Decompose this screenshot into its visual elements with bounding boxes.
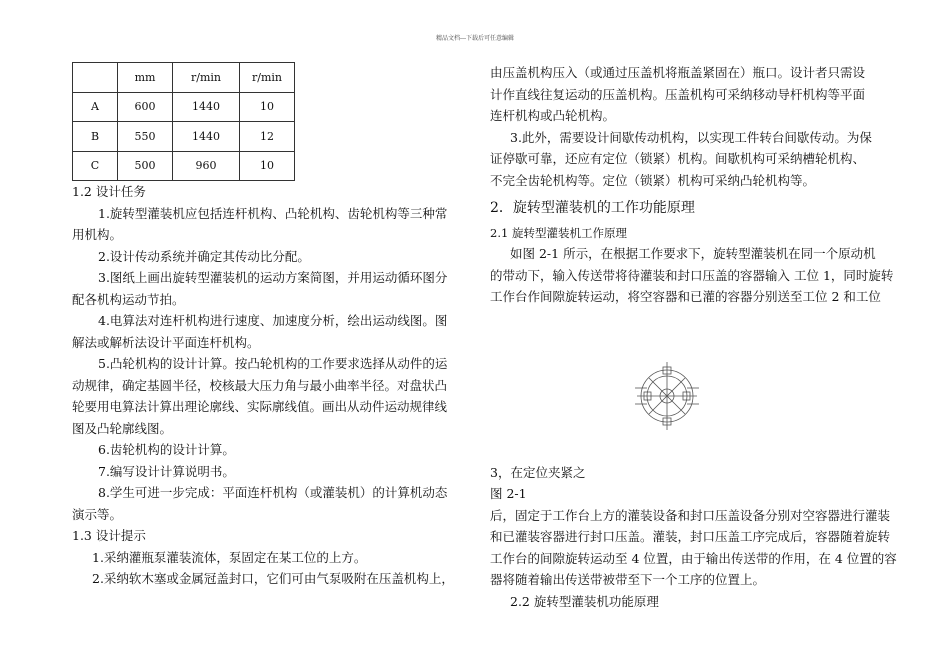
table-cell: 600	[118, 92, 173, 122]
paragraph-line: 如图 2-1 所示，在根据工作要求下，旋转型灌装机在同一个原动机	[510, 246, 876, 261]
section-heading-2-1: 2.1 旋转型灌装机工作原理	[490, 226, 627, 240]
task-item-5: 5.凸轮机构的设计计算。按凸轮机构的工作要求选择从动件的运	[98, 356, 448, 371]
task-item-5-cont: 轮要用电算法计算出理论廓线、实际廓线值。画出从动件运动规律线	[72, 399, 448, 414]
section-heading-1-2: 1.2 设计任务	[72, 184, 146, 199]
table-cell: C	[73, 151, 118, 181]
parameter-table	[72, 62, 295, 181]
task-item-5-cont: 图及凸轮廓线图。	[72, 420, 173, 436]
table-cell: mm	[118, 63, 173, 93]
table-cell: 1440	[173, 122, 240, 152]
table-cell: 10	[240, 92, 295, 122]
rotary-table-diagram	[635, 358, 699, 438]
task-item-7: 7.编写设计计算说明书。	[98, 463, 235, 479]
paragraph-line: 的带动下，输入传送带将待灌装和封口压盖的容器输入 工位 1，同时旋转	[490, 267, 894, 283]
task-item-8: 8.学生可进一步完成：平面连杆机构（或灌装机）的计算机动态	[98, 485, 448, 500]
table-cell: A	[73, 92, 118, 122]
left-column	[72, 62, 470, 590]
table-cell	[73, 63, 118, 93]
paragraph-line: 计作直线往复运动的压盖机构。压盖机构可采纳移动导杆机构等平面	[490, 86, 866, 102]
table-cell: B	[73, 122, 118, 152]
paragraph-line: 工作台的间隙旋转运动至 4 位置，由于输出传送带的作用，在 4 位置的容	[490, 550, 897, 566]
paragraph-line: 证停歇可靠，还应有定位（锁紧）机构。间歇机构可采纳槽轮机构、	[490, 151, 866, 166]
table-cell: 12	[240, 122, 295, 152]
hint-item-1: 1.采纳灌瓶泵灌装流体，泵固定在某工位的上方。	[92, 549, 367, 565]
section-heading-2-2: 2.2 旋转型灌装机功能原理	[510, 593, 659, 609]
task-item-8-cont: 演示等。	[72, 506, 123, 522]
paragraph-line: 和已灌装容器进行封口压盖。灌装，封口压盖工序完成后，容器随着旋转	[490, 529, 891, 544]
task-item-6: 6.齿轮机构的设计计算。	[98, 442, 235, 457]
table-row	[73, 151, 295, 181]
page-header: 精品文档---下载后可任意编辑	[435, 35, 515, 42]
task-item-2: 2.设计传动系统并确定其传动比分配。	[98, 248, 310, 264]
table-header-row	[73, 63, 295, 93]
table-row	[73, 122, 295, 152]
table-cell: 960	[173, 151, 240, 181]
task-item-1: 1.旋转型灌装机应包括连杆机构、凸轮机构、齿轮机构等三种常	[98, 205, 448, 221]
figure-caption: 图 2-1	[490, 486, 527, 501]
paragraph-line: 器将随着输出传送带被带至下一个工序的位置上。	[490, 572, 766, 587]
task-item-1-cont: 用机构。	[72, 227, 123, 242]
task-item-4-cont: 解法或解析法设计平面连杆机构。	[72, 334, 260, 350]
task-item-3: 3.图纸上画出旋转型灌装机的运动方案简图，并用运动循环图分	[98, 270, 448, 285]
table-cell: 500	[118, 151, 173, 181]
section-heading-2: 2．旋转型灌装机的工作功能原理	[490, 200, 695, 216]
paragraph-line: 工作台作间隙旋转运动，将空容器和已灌的容器分别送至工位 2 和工位	[490, 289, 881, 304]
table-cell: r/min	[240, 63, 295, 93]
table-row	[73, 92, 295, 122]
task-item-4: 4.电算法对连杆机构进行速度、加速度分析，绘出运动线图。图	[98, 313, 448, 328]
task-item-3-cont: 配各机构运动节拍。	[72, 291, 185, 307]
paragraph-line: 由压盖机构压入（或通过压盖机将瓶盖紧固在）瓶口。设计者只需设	[490, 65, 866, 80]
table-cell: 550	[118, 122, 173, 152]
hint-item-3: 3.此外，需要设计间歇传动机构，以实现工件转台间歇传动。为保	[510, 129, 872, 145]
section-heading-1-3: 1.3 设计提示	[72, 528, 146, 543]
figure-2-1	[490, 352, 884, 462]
paragraph-line: 不完全齿轮机构等。定位（锁紧）机构可采纳凸轮机构等。	[490, 172, 816, 188]
paragraph-line: 3，在定位夹紧之	[490, 464, 586, 480]
paragraph-line: 后，固定于工作台上方的灌装设备和封口压盖设备分别对空容器进行灌装	[490, 507, 891, 523]
right-column	[490, 62, 897, 612]
table-cell: 1440	[173, 92, 240, 122]
hint-item-2: 2.采纳软木塞或金属冠盖封口，它们可由气泵吸附在压盖机构上，	[92, 571, 454, 586]
paragraph-line: 连杆机构或凸轮机构。	[490, 108, 616, 123]
table-cell: 10	[240, 151, 295, 181]
task-item-5-cont: 动规律，确定基圆半径，校核最大压力角与最小曲率半径。对盘状凸	[72, 377, 448, 393]
table-cell: r/min	[173, 63, 240, 93]
